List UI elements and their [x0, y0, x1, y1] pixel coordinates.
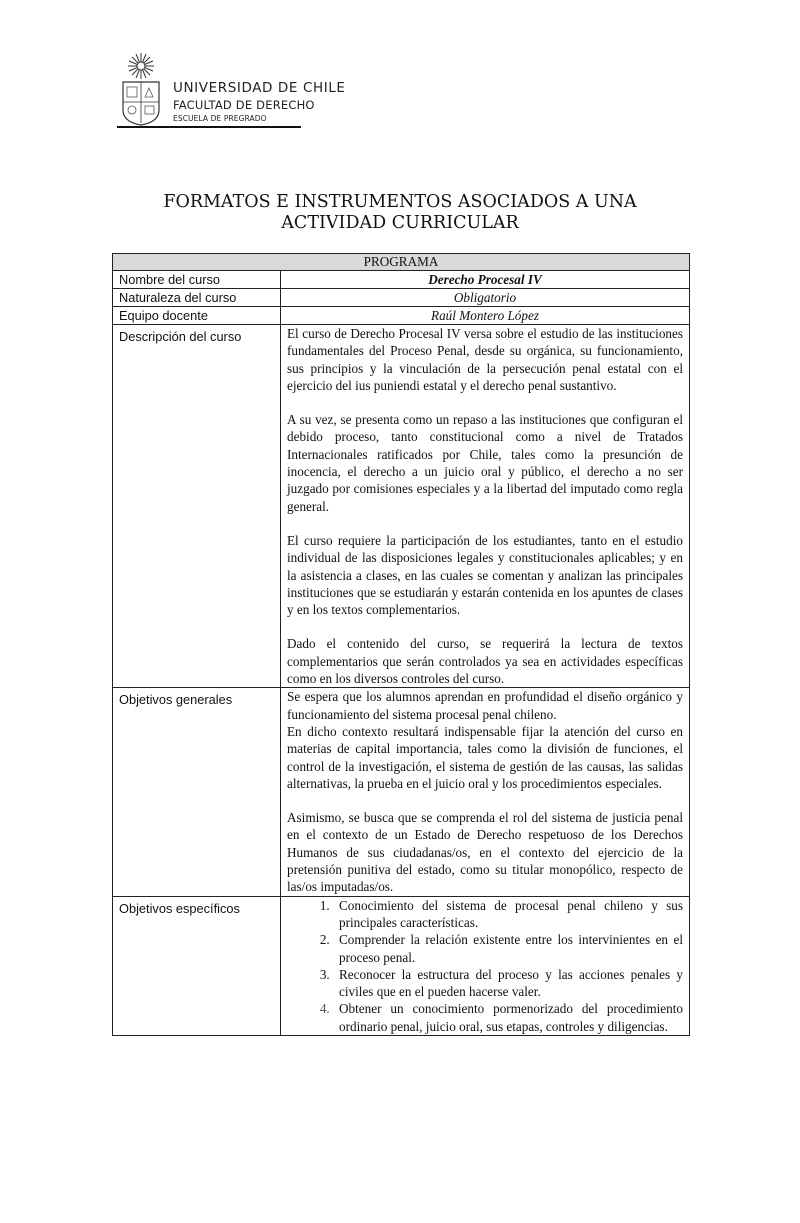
teaching-team-value: Raúl Montero López [281, 307, 690, 325]
university-name: UNIVERSIDAD DE CHILE [173, 80, 346, 96]
faculty-name: FACULTAD DE DERECHO [173, 98, 315, 112]
general-objectives-label: Objetivos generales [113, 688, 281, 896]
general-objectives-paragraph: En dicho contexto resultará indispensable fijar la atención del curso en materias de capital importancia, tales como la división de funciones, el control de la investigación, el sistema de gestión de las causas, las salidas alternativas, la prueba en el juicio oral y los procedimientos especiales. [287, 723, 683, 791]
specific-objectives-value [281, 896, 690, 1035]
course-nature-row [113, 289, 690, 307]
list-item: 4. Obtener un conocimiento pormenorizado del procedimiento ordinario penal, juicio oral, sus etapas, controles y diligencias. [333, 1000, 683, 1035]
program-header-row [113, 254, 690, 271]
teaching-team-label: Equipo docente [113, 307, 281, 325]
course-nature-label: Naturaleza del curso [113, 289, 281, 307]
course-description-row [113, 325, 690, 688]
school-name: ESCUELA DE PREGRADO [173, 114, 267, 123]
general-objectives-row [113, 688, 690, 896]
program-header: PROGRAMA [113, 254, 690, 271]
list-item: 3. Reconocer la estructura del proceso y las acciones penales y civiles que en el pueden hacerse valer. [333, 966, 683, 1001]
document-title [110, 192, 690, 234]
specific-objectives-row [113, 896, 690, 1035]
institution-header [110, 52, 346, 130]
header-divider [117, 126, 301, 128]
course-name-row [113, 271, 690, 289]
course-description-value [281, 325, 690, 688]
general-objectives-paragraph: Se espera que los alumnos aprendan en profundidad el diseño orgánico y funcionamiento del sistema procesal penal chileno. [287, 689, 683, 722]
title-line-2: ACTIVIDAD CURRICULAR [281, 213, 519, 233]
course-nature-value: Obligatorio [281, 289, 690, 307]
description-paragraph: A su vez, se presenta como un repaso a las instituciones que configuran el debido proceso, tanto constitucional como a nivel de Tratados Internacionales ratificados por Chile, tales como la presunción de inocencia, el derecho a un juicio oral y público, el derecho a no ser juzgado por comisiones especiales y a la libertad del imputado como regla general. [287, 412, 683, 514]
title-line-1: FORMATOS E INSTRUMENTOS ASOCIADOS A UNA [163, 192, 637, 212]
description-paragraph: Dado el contenido del curso, se requerirá la lectura de textos complementarios que serán controlados ya sea en actividades específicas como en los diversos controles del curso. [287, 636, 683, 687]
list-item: 2. Comprender la relación existente entre los intervinientes en el proceso penal. [333, 931, 683, 966]
list-item: 1. Conocimiento del sistema de procesal penal chileno y sus principales características. [333, 897, 683, 932]
specific-objectives-label: Objetivos específicos [113, 896, 281, 1035]
description-paragraph: El curso de Derecho Procesal IV versa sobre el estudio de las instituciones fundamentales del Proceso Penal, desde su orgánica, su funcionamiento, sus principios y la vinculación de la persecución penal estatal con el ejercicio del ius puniendi estatal y el derecho penal sustantivo. [287, 326, 683, 393]
course-name-label: Nombre del curso [113, 271, 281, 289]
teaching-team-row [113, 307, 690, 325]
specific-objectives-list [287, 897, 683, 1035]
general-objectives-value [281, 688, 690, 896]
description-paragraph: El curso requiere la participación de los estudiantes, tanto en el estudio individual de las disposiciones legales y constitucionales aplicables; y en la asistencia a clases, en las cuales se comentan y analizan las principales instituciones que se estudiarán y estarán contenida en los apuntes de clases y en los textos complementarios. [287, 532, 683, 618]
program-table [112, 253, 690, 1036]
university-seal-icon [118, 52, 164, 126]
course-description-label: Descripción del curso [113, 325, 281, 688]
course-name-value: Derecho Procesal IV [281, 271, 690, 289]
general-objectives-paragraph: Asimismo, se busca que se comprenda el rol del sistema de justicia penal en el contexto de un Estado de Derecho respetuoso de los Derechos Humanos de sus ciudadanas/os, en el contexto del ejercicio de la pretensión punitiva del estado, como su titular monopólico, respecto de las/os imputadas/os. [287, 810, 683, 895]
